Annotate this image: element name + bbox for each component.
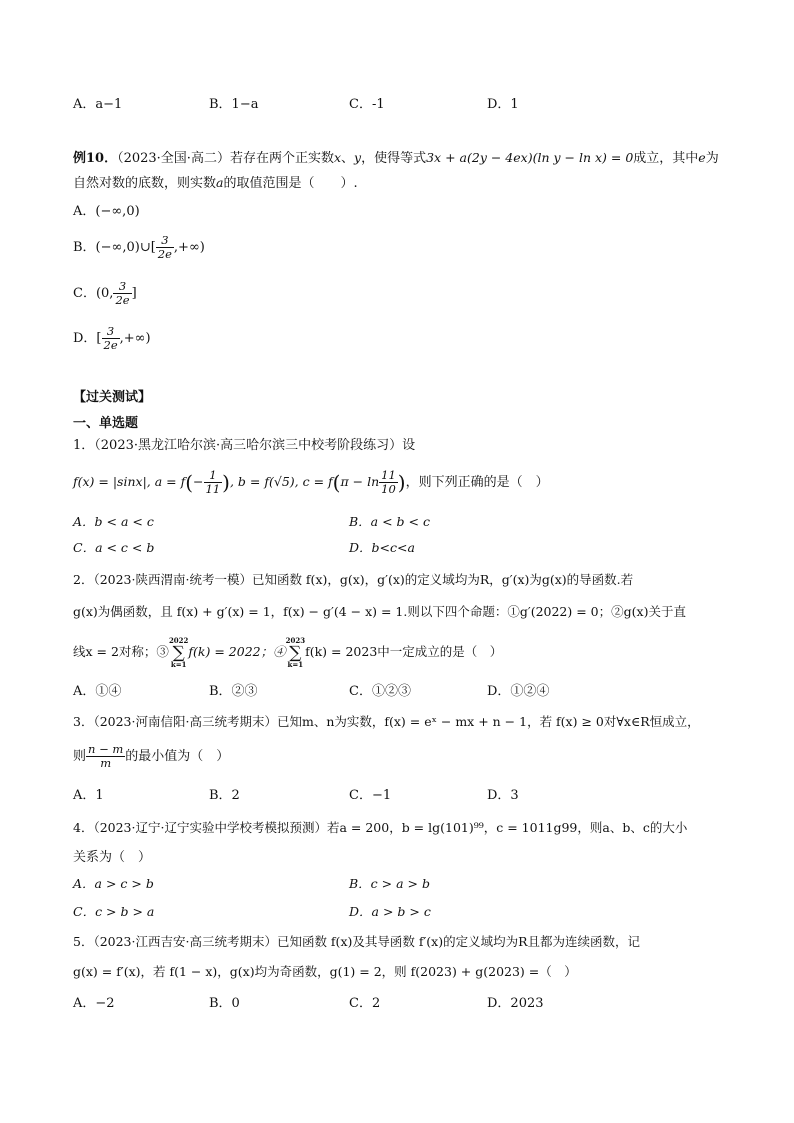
example-10-label: 例10．: [73, 151, 118, 166]
question-4-option-c: C．c > b > a: [73, 904, 155, 919]
summation-symbol: 2022 ∑ k=1: [168, 635, 189, 669]
summation-symbol: 2023 ∑ k=1: [285, 635, 306, 669]
question-3-line-2: 则 $\frac{n - m}{m}$ 的最小值为（ ）: [73, 742, 230, 770]
fraction: $\frac{11}{10}$: [381, 468, 396, 496]
question-2-line-1: 2．（2023·陕西渭南·统考一模）已知函数 f(x)，g(x)，g′(x)的定义域均为R，g′(x)为g(x)的导函数.若: [73, 572, 634, 587]
example-10-option-a: A．(−∞,0): [73, 204, 140, 219]
question-5-option-b: B．0: [209, 996, 240, 1011]
example-10-option-c: C．(0, $\frac{3}{2e}$ ]: [73, 279, 137, 307]
prev-option-c: C．-1: [349, 97, 385, 112]
subsection-title: 一、单选题: [73, 416, 139, 431]
fraction: $\frac{3}{2e}$: [103, 324, 118, 352]
question-1-option-c: C．a < c < b: [73, 540, 155, 555]
question-3-option-d: D．3: [487, 788, 519, 803]
prev-option-a: A．a−1: [73, 97, 123, 112]
question-2-option-b: B．②③: [209, 684, 258, 699]
question-2-line-2: g(x)为偶函数，且 f(x) + g′(x) = 1，f(x) − g′(4 − x) = 1.则以下四个命题：①g′(2022) = 0；②g(x)关于直: [73, 604, 686, 619]
question-5-option-d: D．2023: [487, 996, 544, 1011]
question-5-line-2: g(x) = f′(x)，若 f(1 − x)，g(x)均为奇函数，g(1) = 2，则 f(2023) + g(2023) =（ ）: [73, 964, 577, 979]
question-4-option-b: B．c > a > b: [349, 876, 430, 891]
question-3-option-b: B．2: [209, 788, 240, 803]
example-10-option-b: B．(−∞,0)∪[ $\frac{3}{2e}$ ,+∞): [73, 233, 205, 261]
section-title: 【过关测试】: [73, 390, 152, 405]
question-3-line-1: 3．（2023·河南信阳·高三统考期末）已知m、n为实数，f(x) = eˣ − mx + n − 1，若 f(x) ≥ 0对∀x∈R恒成立，: [73, 714, 700, 729]
prev-option-b: B．1−a: [209, 97, 259, 112]
question-2-line-3: 线x = 2对称；③ 2022 ∑ k=1 f(k) = 2022；④ 2023 ∑ k=1 f(k) = 2023中一定成立的是（ ）: [73, 635, 503, 669]
example-10-line-1: 例10．（2023·全国·高二）若存在两个正实数x、y，使得等式3x + a(2y − 4ex)(ln y − ln x) = 0成立，其中e为: [73, 150, 719, 166]
fraction: $\frac{n - m}{m}$: [88, 742, 124, 770]
question-1-option-b: B．a < b < c: [349, 514, 430, 529]
example-10-equation: 3x + a(2y − 4ex)(ln y − ln x) = 0: [426, 150, 634, 165]
example-10-option-d: D．[ $\frac{3}{2e}$ ,+∞): [73, 324, 151, 352]
question-3-option-a: A．1: [73, 788, 104, 803]
question-1-option-a: A．b < a < c: [73, 514, 154, 529]
question-1-option-d: D．b<c<a: [349, 540, 415, 555]
question-4-line-1: 4．（2023·辽宁·辽宁实验中学校考模拟预测）若a = 200，b = lg(101)⁹⁹，c = 1011g99，则a、b、c的大小: [73, 820, 688, 835]
example-10-line-2: 自然对数的底数，则实数a的取值范围是（ ）.: [73, 175, 358, 191]
fraction: $\frac{1}{11}$: [205, 468, 221, 496]
question-4-line-2: 关系为（ ）: [73, 850, 152, 865]
question-2-option-d: D．①②④: [487, 684, 550, 699]
question-3-option-c: C．−1: [349, 788, 392, 803]
question-1-formula: f(x) = |sinx|, a = f(− $\frac{1}{11}$ ), b = f(√5), c = f(π − ln $\frac{11}{10}$ )，则下列正确的是（ ）: [73, 468, 549, 496]
question-5-option-a: A．−2: [73, 996, 115, 1011]
question-5-option-c: C．2: [349, 996, 381, 1011]
question-5-line-1: 5．（2023·江西吉安·高三统考期末）已知函数 f(x)及其导函数 f′(x)的定义域均为R且都为连续函数，记: [73, 934, 641, 949]
question-2-option-c: C．①②③: [349, 684, 411, 699]
question-4-option-a: A．a > c > b: [73, 876, 154, 891]
fraction: $\frac{3}{2e}$: [115, 279, 130, 307]
question-1-header: 1．（2023·黑龙江哈尔滨·高三哈尔滨三中校考阶段练习）设: [73, 438, 416, 453]
fraction: $\frac{3}{2e}$: [157, 233, 172, 261]
question-2-option-a: A．①④: [73, 684, 122, 699]
question-4-option-d: D．a > b > c: [349, 904, 431, 919]
prev-option-d: D．1: [487, 97, 519, 112]
